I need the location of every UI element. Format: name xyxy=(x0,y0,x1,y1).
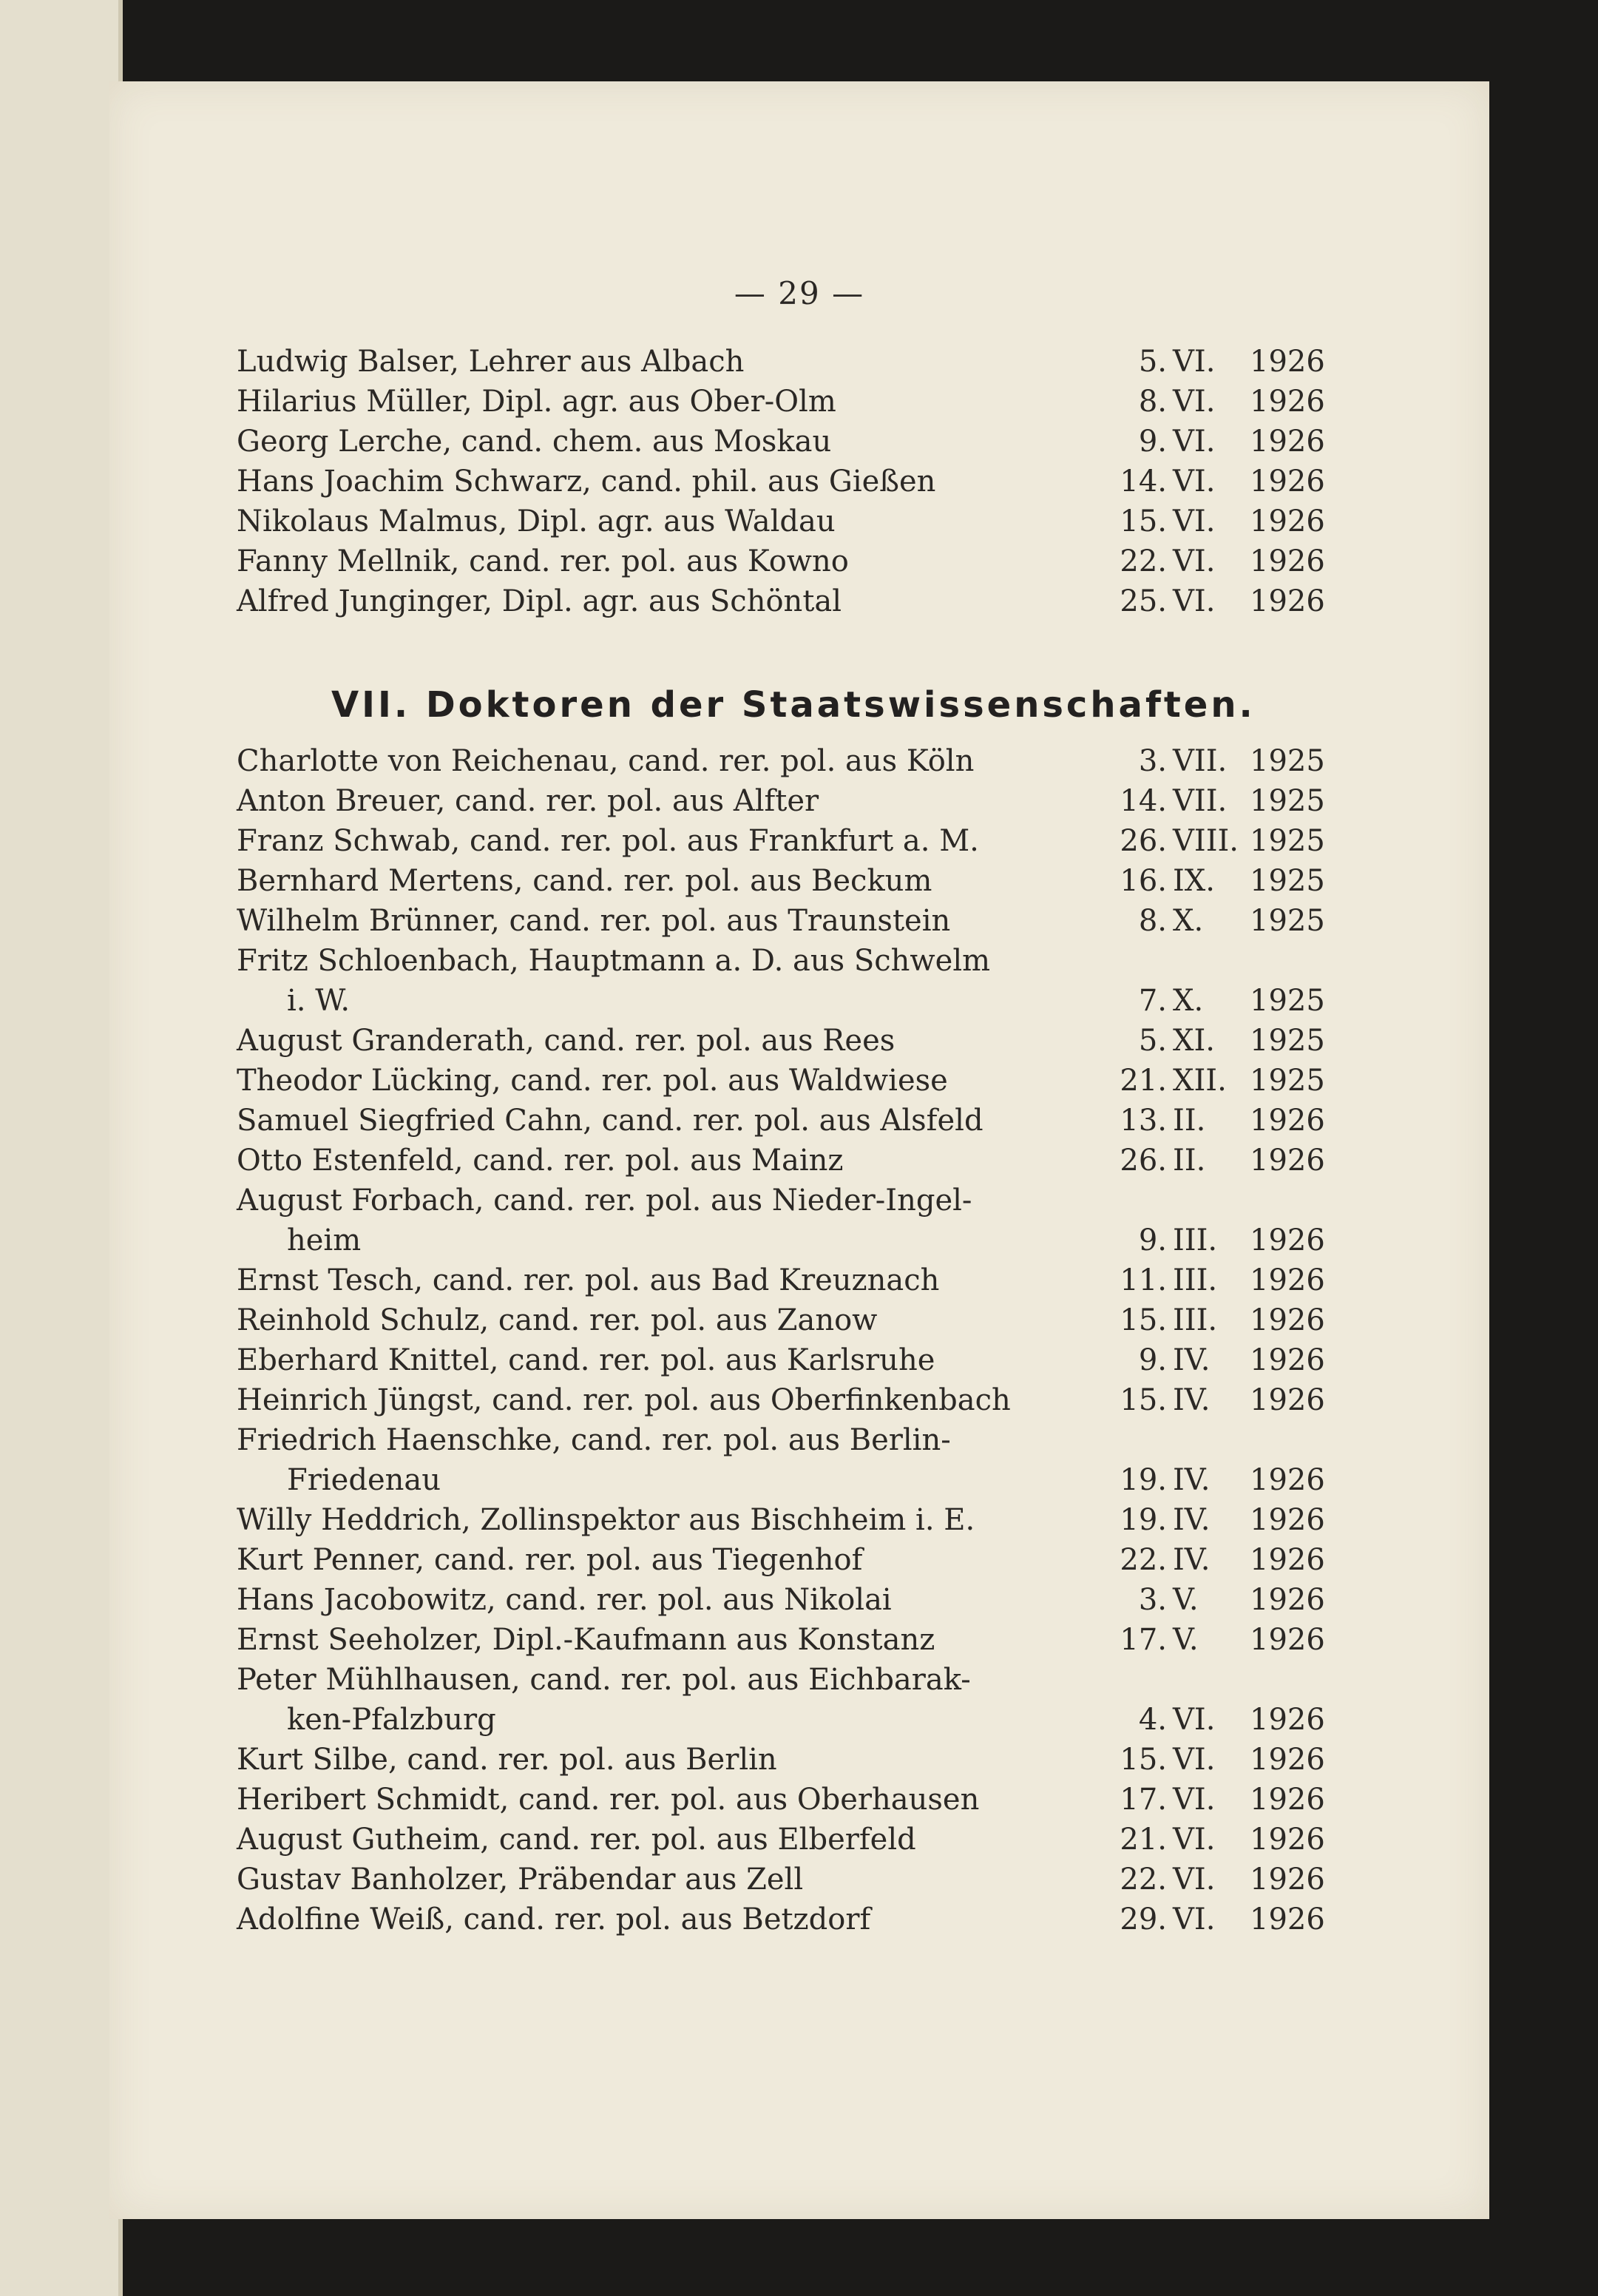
entry-day: 29. xyxy=(1120,1902,1167,1937)
entry-year: 1926 xyxy=(1250,1383,1325,1417)
entry-day: 17. xyxy=(1120,1783,1167,1817)
entry-year: 1926 xyxy=(1250,1104,1325,1138)
entry-month: IV. xyxy=(1173,1463,1211,1497)
entry-year: 1925 xyxy=(1250,904,1325,938)
entry-day: 22. xyxy=(1120,544,1167,578)
entry-name: Nikolaus Malmus, Dipl. agr. aus Waldau xyxy=(237,504,836,538)
entry-row xyxy=(237,821,1331,861)
entry-row xyxy=(237,1340,1331,1380)
entry-year: 1926 xyxy=(1250,1144,1325,1178)
entry-month: II. xyxy=(1173,1144,1206,1178)
entry-month: XI. xyxy=(1173,1024,1215,1058)
entry-day: 5. xyxy=(1138,1024,1167,1058)
entry-name: Heinrich Jüngst, cand. rer. pol. aus Oberfinkenbach xyxy=(237,1383,1011,1417)
entry-day: 14. xyxy=(1120,465,1167,499)
entry-day: 8. xyxy=(1138,385,1167,419)
entry-row xyxy=(237,1740,1331,1780)
entry-month: V. xyxy=(1173,1583,1199,1617)
entry-name: Kurt Penner, cand. rer. pol. aus Tiegenhof xyxy=(237,1543,863,1577)
entry-year: 1926 xyxy=(1250,1223,1325,1257)
entry-name: August Forbach, cand. rer. pol. aus Nieder-Ingel- xyxy=(237,1184,972,1218)
entry-row xyxy=(237,1220,1331,1260)
entry-day: 15. xyxy=(1120,1743,1167,1777)
entry-month: IV. xyxy=(1173,1343,1211,1377)
entry-year: 1925 xyxy=(1250,984,1325,1018)
entry-row xyxy=(237,541,1331,581)
entry-year: 1926 xyxy=(1250,425,1325,459)
entry-row xyxy=(237,1700,1331,1740)
entry-month: VI. xyxy=(1173,584,1216,618)
entry-year: 1926 xyxy=(1250,1263,1325,1297)
entry-row xyxy=(237,1021,1331,1061)
entry-row xyxy=(237,1101,1331,1141)
entry-name: Ludwig Balser, Lehrer aus Albach xyxy=(237,345,745,379)
entry-day: 4. xyxy=(1138,1703,1167,1737)
entry-row xyxy=(237,1660,1331,1700)
entry-month: VII. xyxy=(1173,744,1228,778)
entry-row xyxy=(237,1500,1331,1540)
entry-year: 1926 xyxy=(1250,1623,1325,1657)
entry-row xyxy=(237,342,1331,382)
entry-name: Samuel Siegfried Cahn, cand. rer. pol. aus Alsfeld xyxy=(237,1104,983,1138)
entry-month: VI. xyxy=(1173,1783,1216,1817)
entry-row xyxy=(237,462,1331,502)
entry-name: heim xyxy=(287,1223,362,1257)
entry-name: Alfred Junginger, Dipl. agr. aus Schöntal xyxy=(237,584,842,618)
entry-row xyxy=(237,1900,1331,1939)
entry-year: 1926 xyxy=(1250,1463,1325,1497)
entry-day: 26. xyxy=(1120,824,1167,858)
entry-name: Charlotte von Reichenau, cand. rer. pol. aus Köln xyxy=(237,744,975,778)
entry-day: 22. xyxy=(1120,1543,1167,1577)
entry-name: Hans Jacobowitz, cand. rer. pol. aus Nikolai xyxy=(237,1583,892,1617)
entry-month: X. xyxy=(1173,984,1204,1018)
entry-year: 1926 xyxy=(1250,1503,1325,1537)
book-page xyxy=(109,81,1489,2219)
entry-day: 9. xyxy=(1138,425,1167,459)
entry-month: VI. xyxy=(1173,1743,1216,1777)
entry-month: III. xyxy=(1173,1263,1218,1297)
entry-month: IV. xyxy=(1173,1543,1211,1577)
entry-row xyxy=(237,581,1331,621)
entry-year: 1925 xyxy=(1250,1024,1325,1058)
entry-day: 22. xyxy=(1120,1863,1167,1897)
entry-name: ken-Pfalzburg xyxy=(287,1703,496,1737)
entry-name: Ernst Tesch, cand. rer. pol. aus Bad Kreuznach xyxy=(237,1263,940,1297)
entry-name: Ernst Seeholzer, Dipl.-Kaufmann aus Konstanz xyxy=(237,1623,935,1657)
entry-day: 13. xyxy=(1120,1104,1167,1138)
top-entry-list xyxy=(237,342,1331,621)
entry-day: 25. xyxy=(1120,584,1167,618)
entry-year: 1926 xyxy=(1250,1583,1325,1617)
entry-row xyxy=(237,741,1331,781)
entry-name: Adolfine Weiß, cand. rer. pol. aus Betzdorf xyxy=(237,1902,871,1937)
entry-row xyxy=(237,781,1331,821)
entry-year: 1926 xyxy=(1250,1703,1325,1737)
entry-month: III. xyxy=(1173,1303,1218,1337)
entry-day: 16. xyxy=(1120,864,1167,898)
entry-name: i. W. xyxy=(287,984,351,1018)
page-number: — 29 — xyxy=(734,275,865,311)
entry-day: 15. xyxy=(1120,1303,1167,1337)
entry-year: 1926 xyxy=(1250,1823,1325,1857)
entry-name: August Gutheim, cand. rer. pol. aus Elberfeld xyxy=(237,1823,916,1857)
section-heading: VII. Doktoren der Staatswissenschaften. xyxy=(331,684,1256,726)
entry-name: Otto Estenfeld, cand. rer. pol. aus Mainz xyxy=(237,1144,844,1178)
entry-day: 19. xyxy=(1120,1463,1167,1497)
entry-year: 1926 xyxy=(1250,1863,1325,1897)
entry-name: Heribert Schmidt, cand. rer. pol. aus Oberhausen xyxy=(237,1783,980,1817)
entry-month: IX. xyxy=(1173,864,1215,898)
entry-month: V. xyxy=(1173,1623,1199,1657)
entry-month: VI. xyxy=(1173,465,1216,499)
entry-year: 1925 xyxy=(1250,864,1325,898)
entry-year: 1926 xyxy=(1250,1303,1325,1337)
entry-row xyxy=(237,1580,1331,1620)
entry-month: II. xyxy=(1173,1104,1206,1138)
entry-year: 1925 xyxy=(1250,824,1325,858)
entry-row xyxy=(237,941,1331,981)
entry-year: 1926 xyxy=(1250,1743,1325,1777)
entry-name: Eberhard Knittel, cand. rer. pol. aus Karlsruhe xyxy=(237,1343,935,1377)
section-entry-list xyxy=(237,741,1331,1939)
entry-day: 3. xyxy=(1138,744,1167,778)
entry-day: 9. xyxy=(1138,1343,1167,1377)
entry-year: 1926 xyxy=(1250,345,1325,379)
entry-name: Fritz Schloenbach, Hauptmann a. D. aus Schwelm xyxy=(237,944,991,978)
entry-month: VI. xyxy=(1173,1902,1216,1937)
entry-month: XII. xyxy=(1173,1064,1227,1098)
entry-name: Gustav Banholzer, Präbendar aus Zell xyxy=(237,1863,804,1897)
entry-month: VI. xyxy=(1173,544,1216,578)
entry-day: 26. xyxy=(1120,1144,1167,1178)
entry-row xyxy=(237,1420,1331,1460)
entry-year: 1925 xyxy=(1250,784,1325,818)
entry-year: 1925 xyxy=(1250,744,1325,778)
entry-month: IV. xyxy=(1173,1383,1211,1417)
entry-name: Theodor Lücking, cand. rer. pol. aus Waldwiese xyxy=(237,1064,948,1098)
entry-year: 1926 xyxy=(1250,465,1325,499)
entry-row xyxy=(237,1620,1331,1660)
entry-month: VI. xyxy=(1173,385,1216,419)
entry-row xyxy=(237,1860,1331,1900)
entry-year: 1926 xyxy=(1250,1543,1325,1577)
entry-name: Georg Lerche, cand. chem. aus Moskau xyxy=(237,425,832,459)
entry-row xyxy=(237,981,1331,1021)
entry-name: Franz Schwab, cand. rer. pol. aus Frankfurt a. M. xyxy=(237,824,979,858)
entry-day: 21. xyxy=(1120,1823,1167,1857)
entry-day: 15. xyxy=(1120,504,1167,538)
entry-row xyxy=(237,1181,1331,1220)
entry-month: III. xyxy=(1173,1223,1218,1257)
entry-day: 19. xyxy=(1120,1503,1167,1537)
entry-row xyxy=(237,1780,1331,1820)
entry-year: 1926 xyxy=(1250,1343,1325,1377)
entry-row xyxy=(237,1380,1331,1420)
entry-name: Willy Heddrich, Zollinspektor aus Bischheim i. E. xyxy=(237,1503,975,1537)
entry-day: 17. xyxy=(1120,1623,1167,1657)
entry-year: 1926 xyxy=(1250,544,1325,578)
entry-name: Fanny Mellnik, cand. rer. pol. aus Kowno xyxy=(237,544,849,578)
entry-month: X. xyxy=(1173,904,1204,938)
entry-month: VI. xyxy=(1173,425,1216,459)
entry-month: VI. xyxy=(1173,504,1216,538)
entry-year: 1926 xyxy=(1250,1783,1325,1817)
entry-row xyxy=(237,861,1331,901)
entry-name: Friedrich Haenschke, cand. rer. pol. aus Berlin- xyxy=(237,1423,951,1457)
entry-year: 1926 xyxy=(1250,385,1325,419)
entry-day: 9. xyxy=(1138,1223,1167,1257)
entry-name: Kurt Silbe, cand. rer. pol. aus Berlin xyxy=(237,1743,777,1777)
entry-month: VI. xyxy=(1173,1823,1216,1857)
entry-day: 7. xyxy=(1138,984,1167,1018)
entry-day: 15. xyxy=(1120,1383,1167,1417)
entry-row xyxy=(237,1260,1331,1300)
entry-year: 1926 xyxy=(1250,1902,1325,1937)
entry-day: 5. xyxy=(1138,345,1167,379)
entry-name: Reinhold Schulz, cand. rer. pol. aus Zanow xyxy=(237,1303,878,1337)
entry-month: VIII. xyxy=(1173,824,1239,858)
entry-name: August Granderath, cand. rer. pol. aus Rees xyxy=(237,1024,896,1058)
entry-name: Peter Mühlhausen, cand. rer. pol. aus Eichbarak- xyxy=(237,1663,971,1697)
entry-month: VII. xyxy=(1173,784,1228,818)
entry-year: 1925 xyxy=(1250,1064,1325,1098)
entry-day: 14. xyxy=(1120,784,1167,818)
entry-year: 1926 xyxy=(1250,504,1325,538)
entry-name: Bernhard Mertens, cand. rer. pol. aus Beckum xyxy=(237,864,932,898)
entry-name: Hilarius Müller, Dipl. agr. aus Ober-Olm xyxy=(237,385,836,419)
entry-month: IV. xyxy=(1173,1503,1211,1537)
entry-row xyxy=(237,1540,1331,1580)
entry-row xyxy=(237,1820,1331,1860)
entry-day: 21. xyxy=(1120,1064,1167,1098)
entry-month: VI. xyxy=(1173,345,1216,379)
entry-row xyxy=(237,901,1331,941)
entry-name: Wilhelm Brünner, cand. rer. pol. aus Traunstein xyxy=(237,904,951,938)
entry-row xyxy=(237,1460,1331,1500)
entry-row xyxy=(237,502,1331,541)
entry-year: 1926 xyxy=(1250,584,1325,618)
entry-row xyxy=(237,1061,1331,1101)
entry-row xyxy=(237,422,1331,462)
entry-row xyxy=(237,1300,1331,1340)
entry-name: Friedenau xyxy=(287,1463,441,1497)
entry-name: Hans Joachim Schwarz, cand. phil. aus Gießen xyxy=(237,465,936,499)
entry-day: 11. xyxy=(1120,1263,1167,1297)
entry-name: Anton Breuer, cand. rer. pol. aus Alfter xyxy=(237,784,819,818)
entry-day: 8. xyxy=(1138,904,1167,938)
entry-month: VI. xyxy=(1173,1863,1216,1897)
entry-month: VI. xyxy=(1173,1703,1216,1737)
entry-row xyxy=(237,382,1331,422)
entry-day: 3. xyxy=(1138,1583,1167,1617)
entry-row xyxy=(237,1141,1331,1181)
previous-page-edge xyxy=(0,0,123,2296)
